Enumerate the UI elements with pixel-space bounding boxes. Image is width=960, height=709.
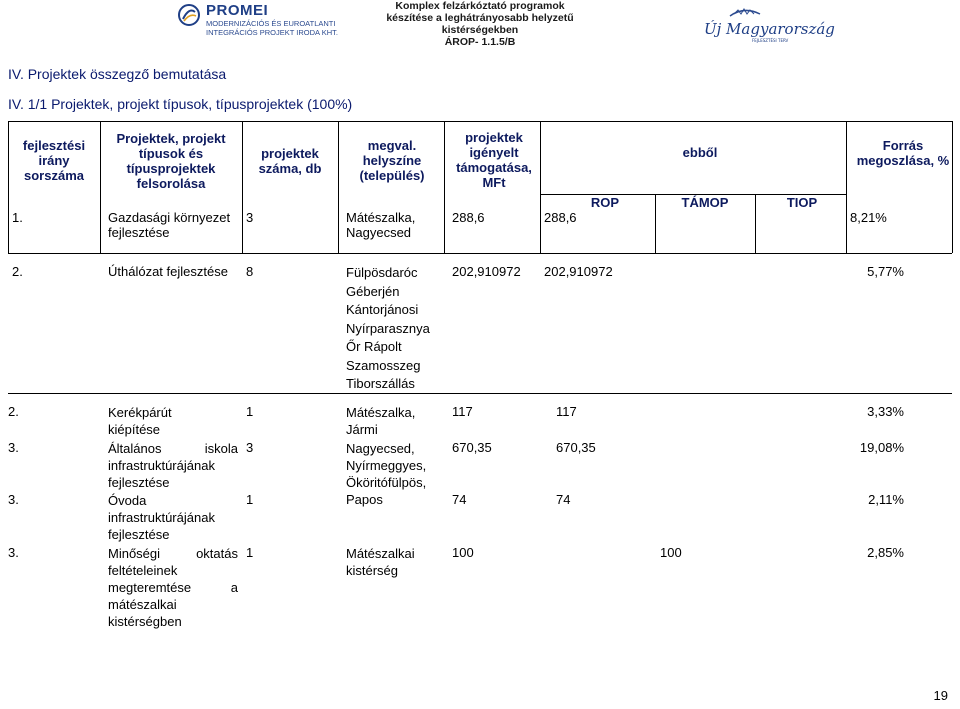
subsection-title: IV. 1/1 Projektek, projekt típusok, típusprojektek (100%) [8, 96, 353, 112]
row6-share: 2,85% [867, 545, 904, 560]
col-header-tiop: TIOP [786, 195, 818, 210]
row5-count: 1 [246, 492, 254, 507]
row3-share: 3,33% [867, 404, 904, 419]
row5-share: 2,11% [868, 492, 904, 507]
row2-share: 5,77% [867, 264, 904, 279]
umft-text: Új Magyarország [704, 20, 835, 38]
row5-total: 74 [452, 492, 467, 507]
row2-num: 2. [12, 264, 23, 279]
row1-name: Gazdasági környezet fejlesztése [108, 210, 231, 240]
header-title-line2: készítése a leghátrányosabb helyzetű [386, 12, 574, 24]
col-divider [846, 121, 847, 253]
promei-subtitle-line1: MODERNIZÁCIÓS ÉS EUROATLANTI [206, 19, 336, 28]
row5-name: Óvoda infrastruktúrájának fejlesztése [108, 493, 215, 542]
row1-bottom-border [8, 253, 952, 254]
row4-rop: 670,35 [556, 440, 596, 455]
row3-place: Mátészalka, Jármi [346, 405, 416, 437]
col-divider [444, 121, 445, 253]
table-left-border [8, 121, 9, 253]
row1-total: 288,6 [452, 210, 485, 225]
uj-magyarorszag-logo [700, 4, 835, 46]
table-right-border [952, 121, 953, 253]
row3-rop: 117 [556, 404, 577, 419]
row3-count: 1 [246, 404, 254, 419]
row1-share: 8,21% [850, 210, 887, 225]
row2-count: 8 [246, 264, 254, 279]
col-divider [242, 121, 243, 253]
row1-place: Mátészalka, Nagyecsed [346, 210, 416, 240]
row2-bottom-border [8, 393, 952, 394]
col-header-of-which: ebből [682, 145, 718, 160]
promei-title: PROMEI [206, 2, 269, 19]
col-divider [655, 194, 656, 253]
row6-count: 1 [246, 545, 254, 560]
table-top-border [8, 121, 952, 122]
col-divider [540, 121, 541, 253]
header-title-line3: kistérségekben [441, 24, 519, 36]
row3-total: 117 [452, 404, 473, 419]
uj-magyarorszag-logo-icon [700, 4, 835, 46]
header-title-line4: ÁROP- 1.1.5/B [444, 36, 516, 48]
col-divider [755, 194, 756, 253]
header-title-line1: Komplex felzárkóztató programok [395, 0, 565, 12]
section-title: IV. Projektek összegző bemutatása [8, 66, 227, 82]
col-header-share: Forrás megoszlása, % [856, 138, 950, 168]
page-header [0, 0, 960, 60]
row3-num: 2. [8, 404, 19, 419]
row3-name: Kerékpárút kiépítése [108, 405, 172, 437]
col-header-rop: ROP [590, 195, 620, 210]
row5-num: 3. [8, 492, 19, 507]
col-divider [338, 121, 339, 253]
col-header-count: projektek száma, db [258, 146, 322, 176]
umft-subtext: FEJLESZTÉSI TERV [752, 38, 789, 43]
document-header-title [380, 0, 580, 48]
col-divider [100, 121, 101, 253]
page-number: 19 [933, 688, 948, 703]
col-header-direction: fejlesztési irány sorszáma [22, 138, 86, 183]
row1-count: 3 [246, 210, 254, 225]
row2-total: 202,910972 [452, 264, 521, 279]
promei-subtitle [206, 19, 338, 37]
row6-total: 100 [452, 545, 474, 560]
promei-subtitle-line2: INTEGRÁCIÓS PROJEKT IRODA KHT. [206, 28, 338, 37]
row4-place: Nagyecsed, Nyírmeggyes, Ököritófülpös, [346, 441, 427, 490]
row4-name: Általános iskola infrastruktúrájának fejlesztése [108, 441, 238, 490]
row2-place: Fülpösdaróc Géberjén Kántorjánosi Nyírparasznya Őr Rápolt Szamosszeg Tiborszállás [346, 265, 430, 391]
row5-place: Papos [346, 492, 383, 507]
col-header-projects: Projektek, projekt típusok és típusprojektek felsorolása [116, 131, 226, 191]
row4-share: 19,08% [859, 440, 904, 455]
col-header-support: projektek igényelt támogatása, MFt [456, 130, 532, 190]
row6-tamop: 100 [660, 545, 682, 560]
row1-rop: 288,6 [544, 210, 577, 225]
row2-name: Úthálózat fejlesztése [108, 264, 228, 279]
col-header-location: megval. helyszíne (település) [359, 138, 425, 183]
row1-num: 1. [12, 210, 23, 225]
col-header-tamop: TÁMOP [681, 195, 729, 210]
promei-logo-icon [178, 4, 200, 26]
row5-rop: 74 [556, 492, 571, 507]
row2-rop: 202,910972 [544, 264, 613, 279]
row4-total: 670,35 [452, 440, 492, 455]
row6-num: 3. [8, 545, 19, 560]
row6-name: Minőségi oktatás feltételeinek megteremtése a mátészalkai kistérségben [108, 546, 238, 629]
row4-num: 3. [8, 440, 19, 455]
row6-place: Mátészalkai kistérség [346, 546, 415, 578]
row4-count: 3 [246, 440, 254, 455]
